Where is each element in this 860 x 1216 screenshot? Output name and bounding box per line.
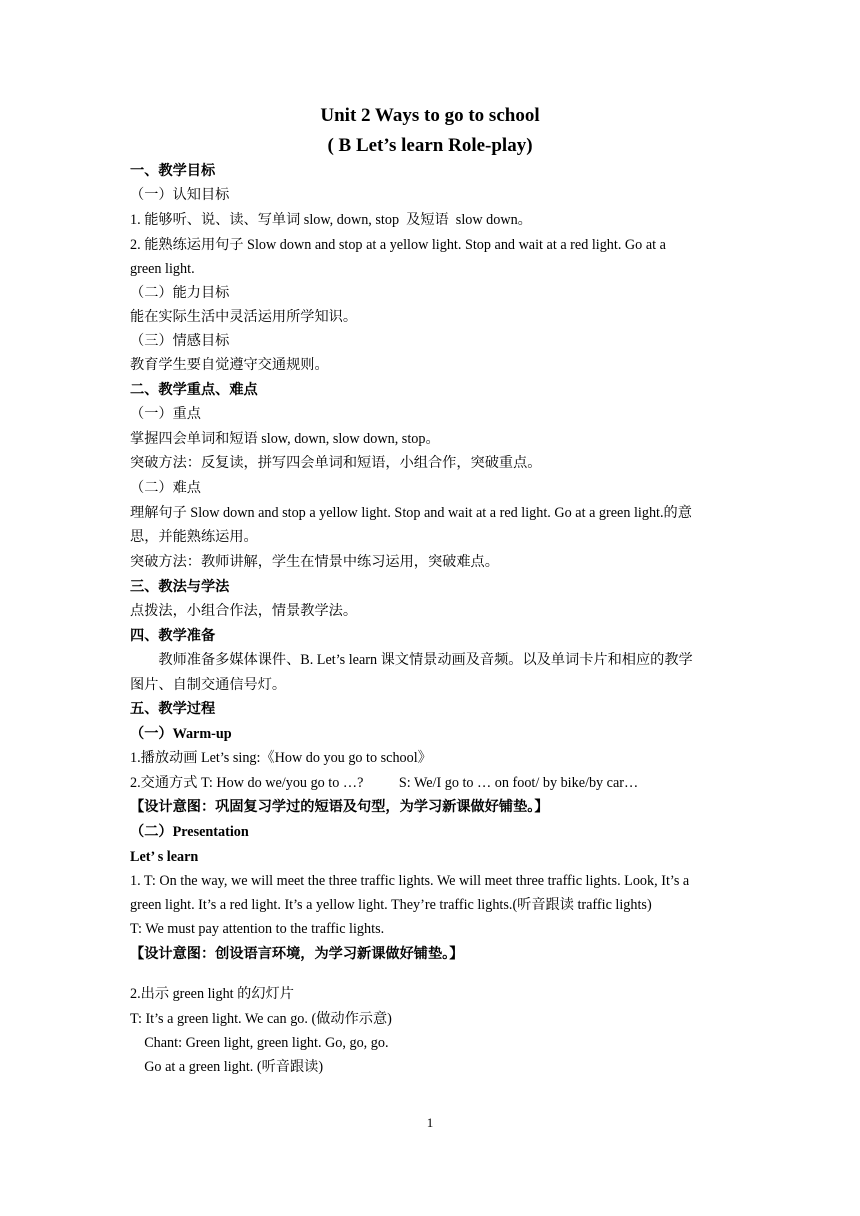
section-heading: Let’ s learn <box>130 849 199 865</box>
text-line: green light. <box>130 261 195 277</box>
page-number: 1 <box>426 1115 434 1130</box>
text-line: 突破方法：反复读，拼写四会单词和短语，小组合作，突破重点。 <box>130 455 542 471</box>
text-line: 理解句子 Slow down and stop a yellow light. Stop and wait at a red light. Go at a green light.的意 <box>130 505 692 521</box>
text-line: （一）认知目标 <box>130 187 230 203</box>
text-line: Go at a green light. (听音跟读) <box>130 1059 324 1075</box>
section-heading: 【设计意图：巩固复习学过的短语及句型，为学习新课做好铺垫。】 <box>130 799 549 815</box>
text-line: （一）重点 <box>130 406 201 422</box>
document-subtitle: ( B Let’s learn Role-play) <box>327 135 533 156</box>
text-line: （二）难点 <box>130 480 201 496</box>
section-heading: 二、教学重点、难点 <box>130 382 258 398</box>
section-heading: 五、教学过程 <box>130 701 216 717</box>
text-line: 图片、自制交通信号灯。 <box>130 677 287 693</box>
text-line: 突破方法：教师讲解，学生在情景中练习运用，突破难点。 <box>130 554 499 570</box>
section-heading: （二）Presentation <box>130 824 249 840</box>
document-title: Unit 2 Ways to go to school <box>320 105 540 126</box>
text-line: （二）能力目标 <box>130 285 230 301</box>
text-line: 1. T: On the way, we will meet the three traffic lights. We will meet three traffic lights. Look, It’s a <box>130 873 690 889</box>
text-line: T: It’s a green light. We can go. (做动作示意) <box>130 1011 392 1027</box>
text-line: 掌握四会单词和短语 slow, down, slow down, stop。 <box>130 431 440 447</box>
text-line: 2.交通方式 T: How do we/you go to …? S: We/I go to … on foot/ by bike/by car… <box>130 775 639 791</box>
text-line: 2. 能熟练运用句子 Slow down and stop at a yellow light. Stop and wait at a red light. Go at a <box>130 237 666 253</box>
text-line: 思，并能熟练运用。 <box>130 529 258 545</box>
text-line: 教师准备多媒体课件、B. Let’s learn 课文情景动画及音频。以及单词卡片和相应的教学 <box>130 652 693 668</box>
section-heading: 三、教法与学法 <box>130 579 230 595</box>
text-line: 点拨法，小组合作法，情景教学法。 <box>130 603 358 619</box>
text-line: （三）情感目标 <box>130 333 230 349</box>
text-line: 2.出示 green light 的幻灯片 <box>130 986 294 1002</box>
text-line: T: We must pay attention to the traffic lights. <box>130 921 385 937</box>
text-line: 1. 能够听、说、读、写单词 slow, down, stop 及短语 slow down。 <box>130 212 532 228</box>
section-heading: 四、教学准备 <box>130 628 216 644</box>
section-heading: （一）Warm-up <box>130 726 232 742</box>
text-line: 教育学生要自觉遵守交通规则。 <box>130 357 329 373</box>
section-heading: 【设计意图：创设语言环境，为学习新课做好铺垫。】 <box>130 946 464 962</box>
section-heading: 一、教学目标 <box>130 163 216 179</box>
text-line: Chant: Green light, green light. Go, go, go. <box>130 1035 389 1051</box>
text-line: 能在实际生活中灵活运用所学知识。 <box>130 309 358 325</box>
text-line: green light. It’s a red light. It’s a yellow light. They’re traffic lights.(听音跟读 traffic lights) <box>130 897 652 913</box>
text-line: 1.播放动画 Let’s sing:《How do you go to school》 <box>130 750 432 766</box>
